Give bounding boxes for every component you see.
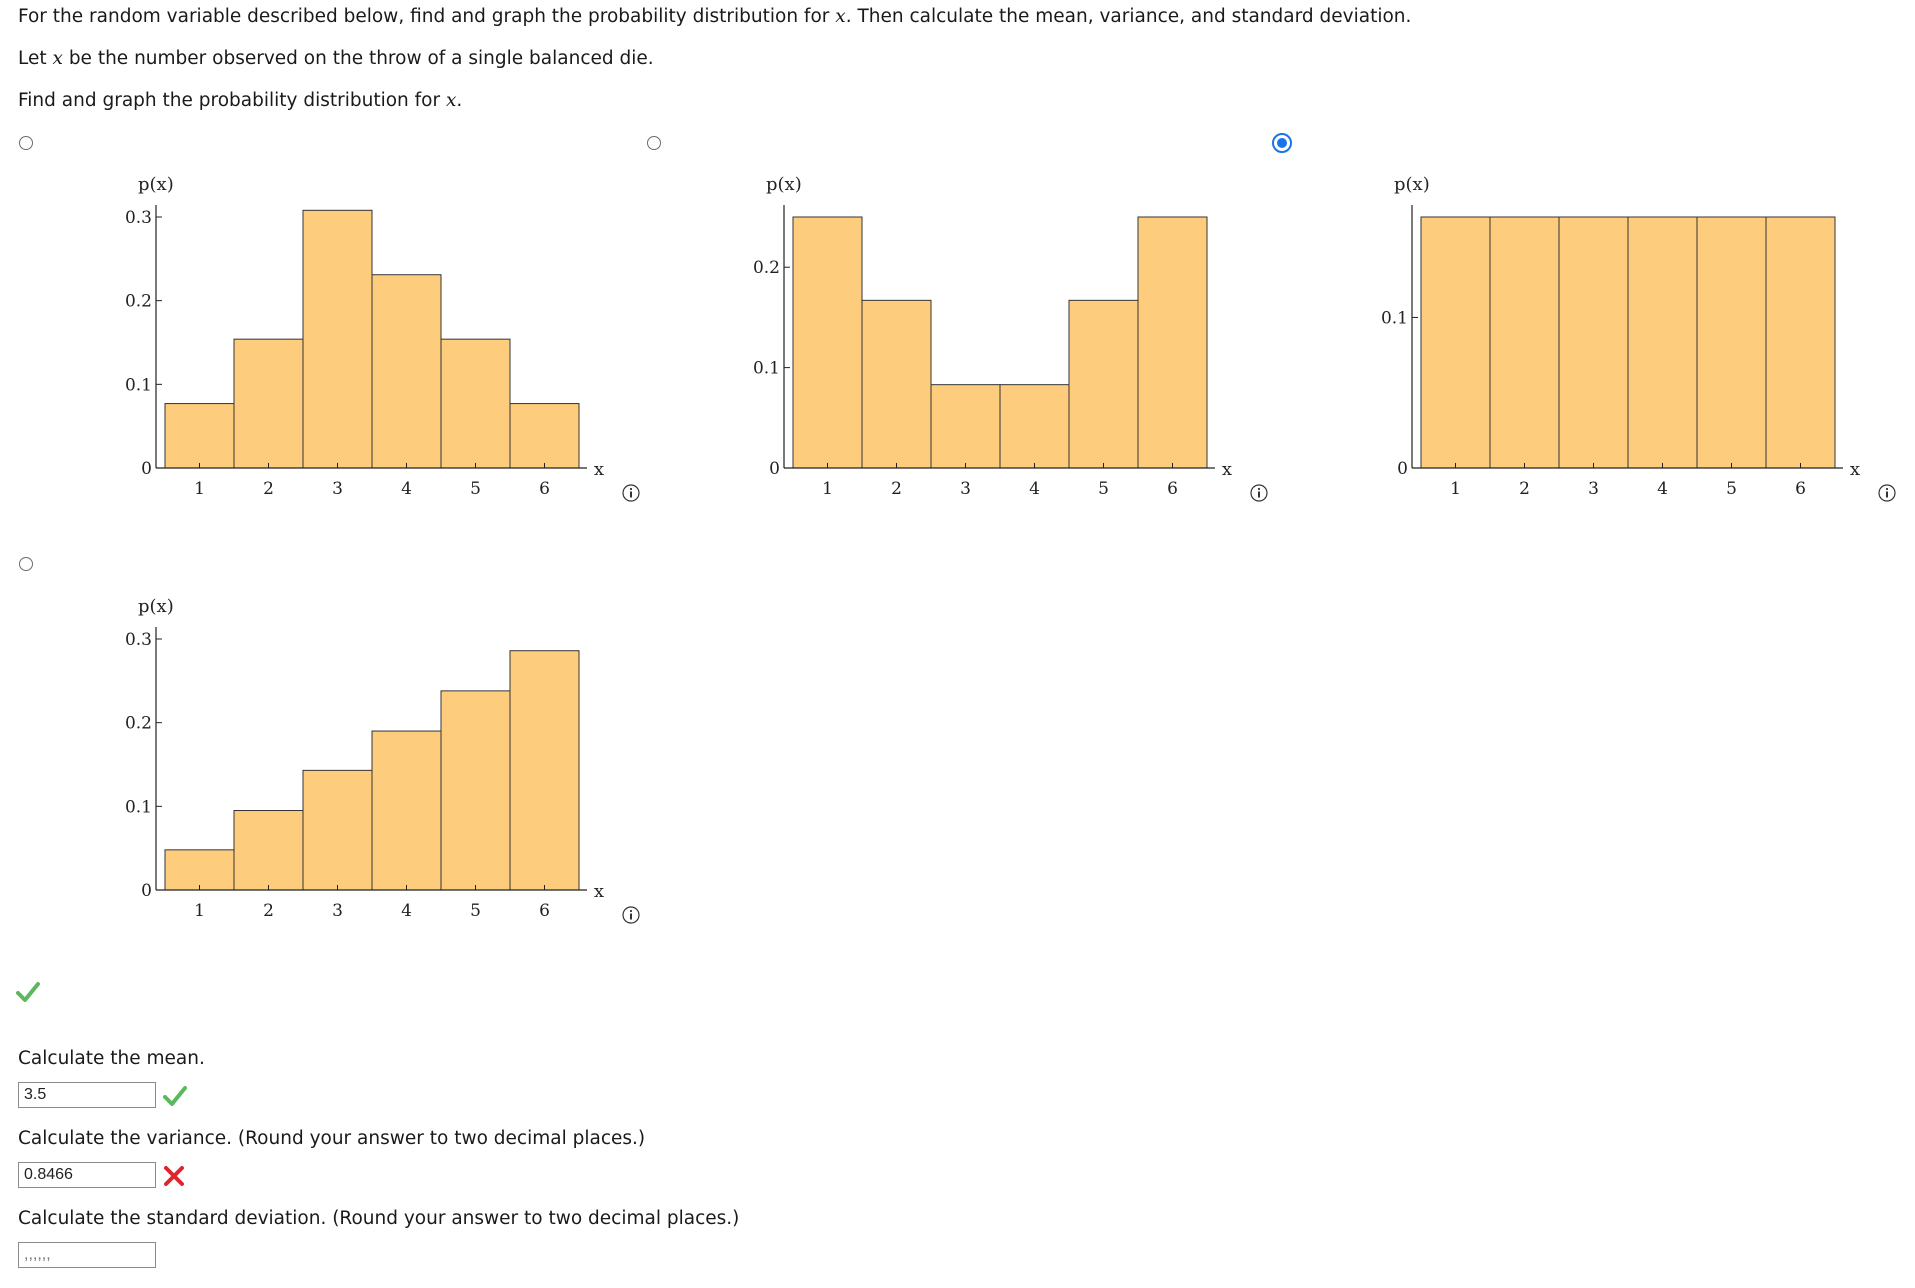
y-tick-label: 0.1 (752, 358, 780, 379)
bar (793, 217, 862, 468)
bar (372, 731, 441, 890)
y-axis-label: p(x) (138, 596, 174, 617)
variance-input[interactable] (18, 1162, 156, 1188)
option-radio-2[interactable] (647, 136, 661, 150)
check-icon (16, 980, 40, 1004)
bar (1490, 217, 1559, 468)
question-find: Find and graph the probability distribution for x. (18, 90, 463, 111)
bar (1766, 217, 1835, 468)
check-icon (163, 1084, 187, 1108)
y-tick-label: 0.1 (124, 375, 152, 396)
bar (1069, 300, 1138, 468)
y-tick-label: 0 (141, 881, 152, 901)
bar (510, 404, 579, 468)
y-tick-label: 0.3 (124, 630, 152, 650)
x-tick-label: 5 (470, 479, 481, 499)
bar (372, 275, 441, 468)
variance-prompt: Calculate the variance. (Round your answer to two decimal places.) (18, 1128, 646, 1149)
x-tick-label: 3 (332, 901, 343, 921)
x-tick-label: 5 (1098, 479, 1109, 499)
x-tick-label: 2 (263, 479, 274, 499)
question-intro: For the random variable described below, find and graph the probability distribution for x. Then calculate the mean, variance, and standard deviation. (18, 6, 1412, 27)
x-tick-label: 3 (332, 479, 343, 499)
option-chart-1 (110, 160, 670, 530)
y-tick-label: 0.2 (752, 258, 780, 279)
bar (303, 770, 372, 890)
stddev-prompt: Calculate the standard deviation. (Round your answer to two decimal places.) (18, 1208, 740, 1229)
bar (862, 300, 931, 468)
y-tick-label: 0.2 (124, 713, 152, 734)
x-axis-label: x (1221, 459, 1233, 480)
x-axis-label: x (1849, 459, 1861, 480)
x-tick-label: 3 (960, 479, 971, 499)
mean-prompt: Calculate the mean. (18, 1048, 205, 1069)
info-icon[interactable] (1878, 484, 1896, 502)
question-setup: Let x be the number observed on the throw of a single balanced die. (18, 48, 654, 69)
y-axis-label: p(x) (1394, 174, 1430, 195)
x-tick-label: 6 (1167, 479, 1178, 499)
bar (1628, 217, 1697, 468)
y-tick-label: 0.1 (124, 797, 152, 818)
y-axis-label: p(x) (138, 174, 174, 195)
y-axis-label: p(x) (766, 174, 802, 195)
y-tick-label: 0.1 (1380, 308, 1408, 329)
bar (441, 339, 510, 468)
bar (1697, 217, 1766, 468)
option-radio-4[interactable] (19, 557, 33, 571)
x-tick-label: 5 (470, 901, 481, 921)
option-chart-2 (738, 160, 1298, 530)
bar (303, 210, 372, 468)
y-tick-label: 0 (141, 459, 152, 479)
bar (510, 651, 579, 890)
info-icon[interactable] (622, 484, 640, 502)
x-tick-label: 4 (401, 479, 412, 499)
y-tick-label: 0.3 (124, 208, 152, 228)
x-tick-label: 2 (263, 901, 274, 921)
option-radio-1[interactable] (19, 136, 33, 150)
bar (931, 385, 1000, 468)
y-tick-label: 0.2 (124, 291, 152, 312)
bar (1000, 385, 1069, 468)
x-tick-label: 1 (822, 479, 833, 499)
bar (234, 811, 303, 890)
bar (165, 404, 234, 468)
option-chart-3 (1366, 160, 1915, 530)
x-tick-label: 6 (539, 479, 550, 499)
mean-input[interactable] (18, 1082, 156, 1108)
y-tick-label: 0 (769, 459, 780, 479)
bar (441, 691, 510, 890)
bar (1559, 217, 1628, 468)
bar (234, 339, 303, 468)
x-tick-label: 4 (1029, 479, 1040, 499)
y-tick-label: 0 (1397, 459, 1408, 479)
info-icon[interactable] (622, 906, 640, 924)
stddev-input[interactable] (18, 1242, 156, 1268)
x-tick-label: 2 (891, 479, 902, 499)
x-axis-label: x (593, 459, 605, 480)
bar (1138, 217, 1207, 468)
x-tick-label: 1 (194, 901, 205, 921)
x-tick-label: 1 (194, 479, 205, 499)
x-tick-label: 6 (539, 901, 550, 921)
x-tick-label: 6 (1795, 479, 1806, 499)
x-tick-label: 5 (1726, 479, 1737, 499)
x-axis-label: x (593, 881, 605, 902)
x-tick-label: 4 (1657, 479, 1668, 499)
bar (165, 850, 234, 890)
x-tick-label: 2 (1519, 479, 1530, 499)
x-tick-label: 1 (1450, 479, 1461, 499)
bar (1421, 217, 1490, 468)
info-icon[interactable] (1250, 484, 1268, 502)
x-tick-label: 3 (1588, 479, 1599, 499)
cross-icon (162, 1164, 186, 1188)
x-tick-label: 4 (401, 901, 412, 921)
option-radio-3[interactable] (1272, 133, 1292, 153)
option-chart-4 (110, 582, 670, 952)
